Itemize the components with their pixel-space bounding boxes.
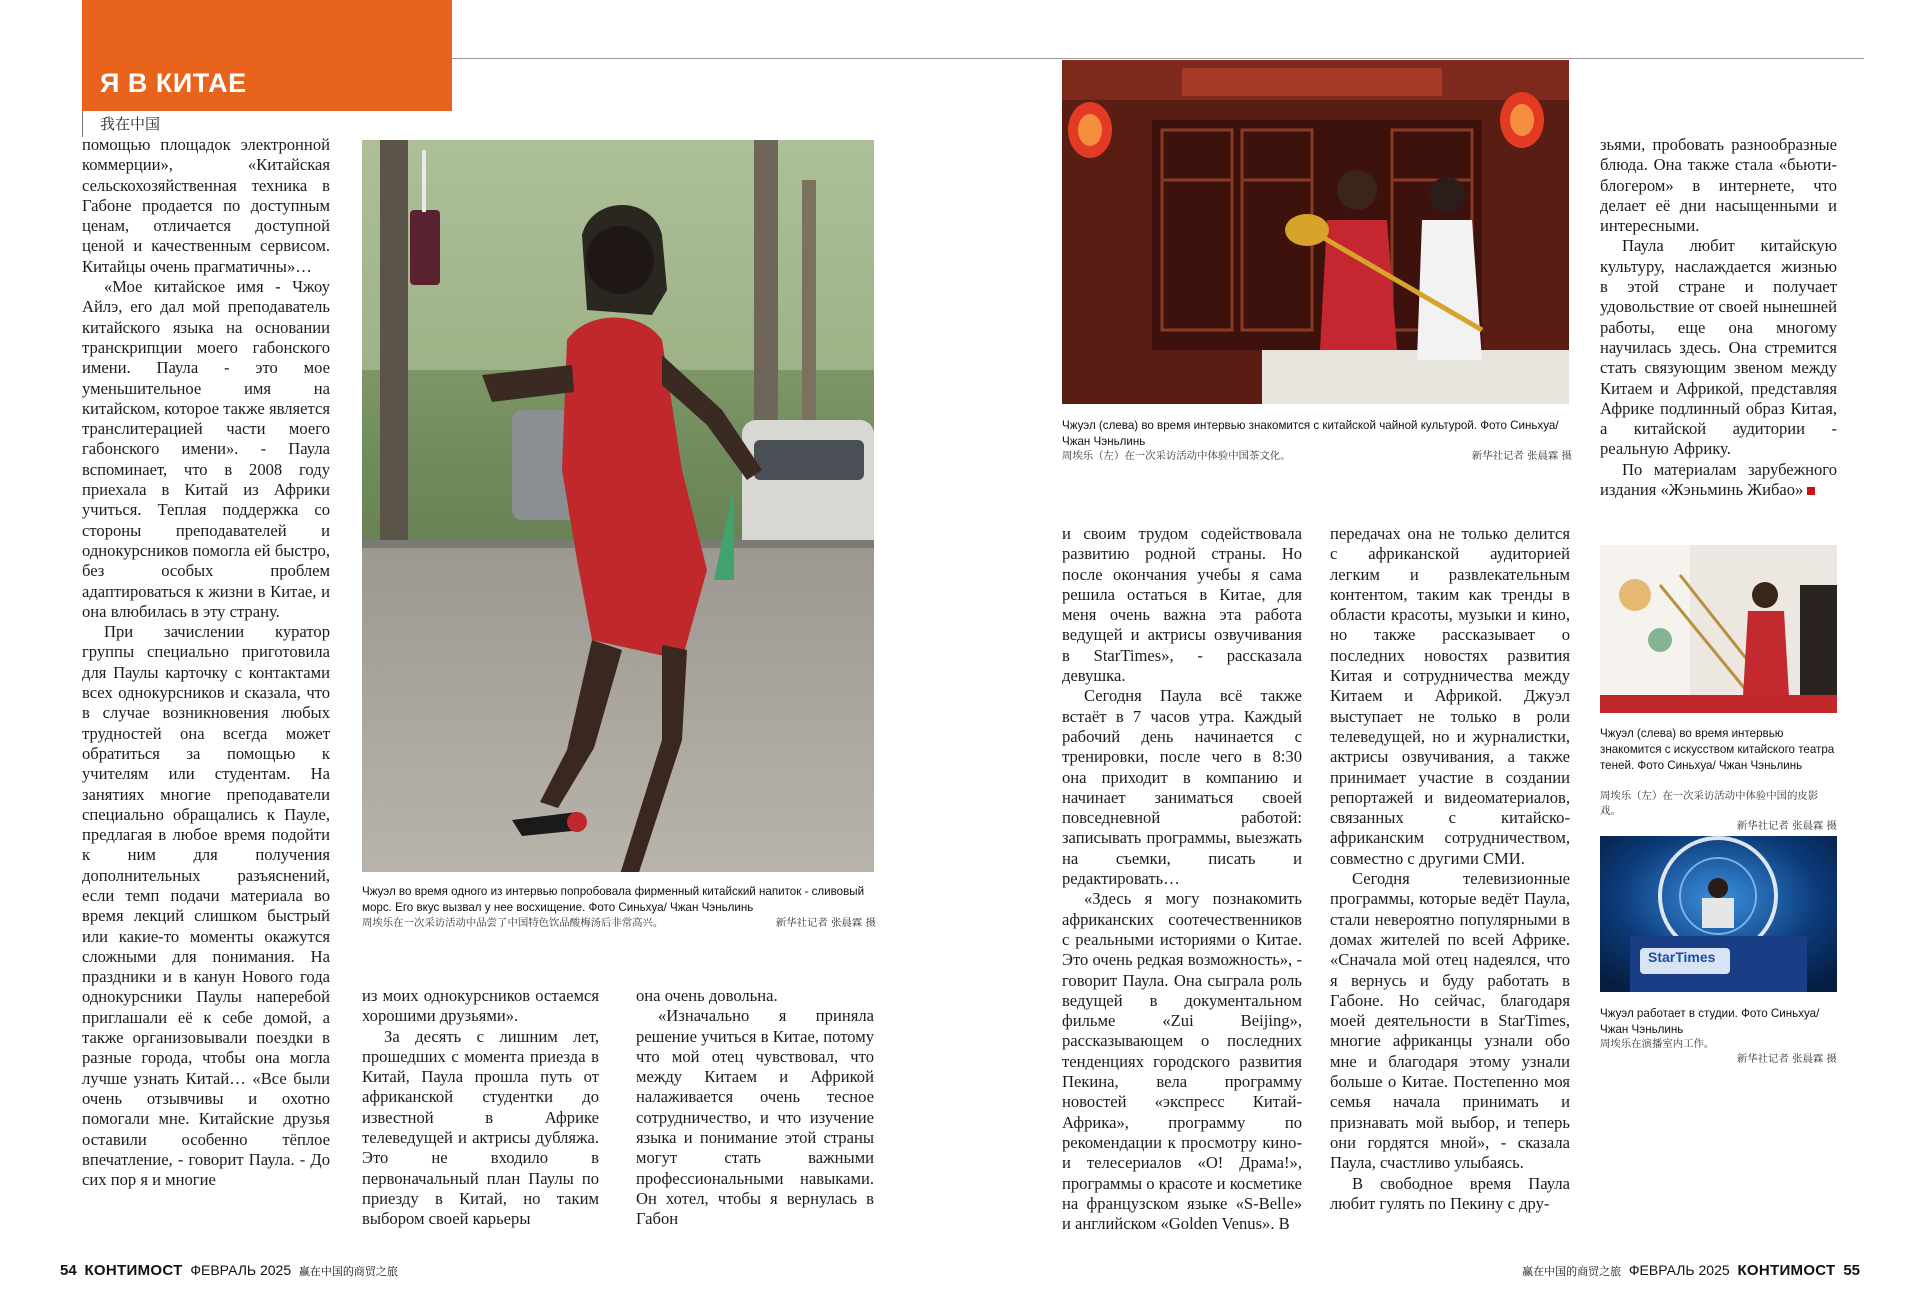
studio-logo: StarTimes (1648, 949, 1716, 965)
caption-cn-text: 周埃乐在一次采访活动中品尝了中国特色饮品酸梅汤后非常高兴。 (362, 917, 664, 929)
paragraph: Паула любит китайскую культуру, наслаждается жизнью в этой стране и получает удовольствие от своей нынешней работы, еще она многому научилась здесь. Она стремится стать связующим звеном между Китаем и Африкой, представляя Африке подлинный образ Китая, а китайской аудитории - реальную Африку. (1600, 236, 1837, 459)
paragraph: помощью площадок электронной коммерции», «Китайская сельскохозяйственная техника в Габоне продается по доступным ценам, отличается доступной ценой и качественным сервисом. Китайцы очень прагматичны»… (82, 135, 330, 276)
caption-cn-text: 周埃乐在演播室内工作。 (1600, 1038, 1715, 1050)
section-title: Я В КИТАЕ (100, 68, 247, 98)
slogan-cn: 赢在中国的商贸之旅 (1522, 1265, 1622, 1278)
studio-photo (1600, 836, 1837, 992)
shadow-theatre-photo (1600, 545, 1837, 713)
main-photo-drink (362, 140, 874, 872)
end-mark-icon (1807, 487, 1815, 495)
header-rule (452, 58, 1864, 59)
tea-photo-caption-cn (1062, 449, 1572, 464)
right-column-3 (1600, 135, 1837, 500)
paragraph: из моих однокурсников остаемся хорошими друзьями». (362, 986, 599, 1026)
paragraph: передачах она не только делится с африканской аудиторией легким и развлекательным контентом, таким как тренды в области красоты, музыки и кино, но также рассказывает о последних новостях развития Китая и сотрудничества между Китаем и Африкой. Джуэл выступает не только в роли телеведущей, но и журналистки, актрисы озвучивания, а также принимает участие в создании репортажей и видеоматериалов, связанных с китайско-африканским сотрудничеством, совместно с другими СМИ. (1330, 524, 1570, 868)
right-column-1 (1062, 524, 1302, 1234)
photo-credit: 新华社记者 张晨霖 摄 (1471, 450, 1572, 462)
right-footer (1522, 1262, 1860, 1279)
section-header (82, 0, 452, 111)
main-photo-caption-cn (362, 916, 876, 931)
photo-credit: 新华社记者 张晨霖 摄 (1736, 820, 1837, 832)
source-note-text: По материалам зарубежного издания «Жэньминь Жибао» (1600, 459, 1837, 500)
paragraph: «Изначально я приняла решение учиться в Китае, потому что мой отец чувствовал, что между Китаем и Африкой налаживается очень тесное сотрудничество, и что изучение языка и понимание этой страны могут стать важными профессиональными навыками. Он хотел, чтобы я вернулась в Габон (636, 1006, 874, 1229)
page-number: 55 (1843, 1262, 1860, 1279)
tea-photo-caption: Чжуэл (слева) во время интервью знакомится с китайской чайной культурой. Фото Синьхуа/ Чжан Чэньлинь (1062, 419, 1559, 448)
magazine-name: КОНТИМОСТ (1737, 1262, 1836, 1279)
section-subtitle: 我在中国 (100, 115, 161, 133)
shadow-photo-caption-cn (1600, 789, 1837, 834)
header-sub-divider (82, 111, 83, 137)
shadow-photo-caption: Чжуэл (слева) во время интервью знакомится с искусством китайского театра теней. Фото Синьхуа/ Чжан Чэньлинь (1600, 727, 1835, 772)
slogan-cn: 赢在中国的商贸之旅 (298, 1265, 398, 1278)
photo-credit: 新华社记者 张晨霖 摄 (1736, 1053, 1837, 1065)
left-column-2 (362, 986, 599, 1230)
studio-photo-caption-cn (1600, 1037, 1837, 1067)
left-footer (60, 1262, 398, 1279)
issue-date: ФЕВРАЛЬ 2025 (190, 1262, 292, 1278)
paragraph: «Здесь я могу познакомить африканских соотечественников с реальными историями о Китае. Это очень редкая возможность», - говорит Паула. Она сыграла роль ведущей в документальном фильме «Zui Beijing», рассказывающем о последних тенденциях городского развития Пекина, вела программу новостей «экспресс Китай-Африка», программу по рекомендации к просмотру кино- и телесериалов «О! Драма!», программы о красоте и косметике на французском языке «S-Belle» и английском «Golden Venus». В (1062, 889, 1302, 1234)
paragraph: В свободное время Паула любит гулять по Пекину с дру- (1330, 1173, 1570, 1213)
magazine-name: КОНТИМОСТ (84, 1262, 183, 1279)
studio-photo-caption: Чжуэл работает в студии. Фото Синьхуа/ Чжан Чэньлинь (1600, 1007, 1820, 1036)
main-photo-caption: Чжуэл во время одного из интервью попробовала фирменный китайский напиток - сливовый морс. Его вкус вызвал у нее восхищение. Фото Синьхуа/ Чжан Чэньлинь (362, 885, 865, 914)
paragraph: она очень довольна. (636, 986, 778, 1005)
left-column-3 (636, 986, 874, 1230)
paragraph: При зачислении куратор группы специально приготовила для Паулы карточку с контактами всех однокурсников и сказала, что в случае возникновения любых трудностей она всегда может обратиться за помощью к учителям или студентам. На занятиях многие преподаватели специально обращались к Пауле, предлагая в любое время подойти к ним для получения дополнительных разъяснений, если темп подачи материала во время лекций слишком быстрый или какие-то моменты окажутся сложными для понимания. На праздники и в канун Нового года однокурсники Паулы наперебой приглашали её к себе домой, а также организовывали поездки в разные города, чтобы она могла лучше узнать Китай… «Все были очень отзывчивы и охотно помогали мне. Китайские друзья оставили особенно тёплое впечатление, - говорит Паула. - До сих пор я и многие (82, 622, 330, 1190)
right-column-2 (1330, 524, 1570, 1214)
tea-ceremony-photo (1062, 60, 1569, 404)
paragraph: «Мое китайское имя - Чжоу Айлэ, его дал мой преподаватель китайского языка на основании транскрипции моего габонского имени. Паула - это мое уменьшительное имя на китайском, которое также является транслитерацией части моего габонского имени». - Паула вспоминает, что в 2008 году приехала в Китай из Африки учиться. Теплая поддержка со стороны преподавателей и однокурсников помогла ей быстро, без особых проблем адаптироваться к жизни в Китае, и она влюбилась в эту страну. (82, 277, 330, 621)
paragraph: За десять с лишним лет, прошедших с момента приезда в Китай, Паула прошла путь от африканской студентки до известной в Африке телеведущей и актрисы дубляжа. Это не входило в первоначальный план Паулы по приезду в Китай, но таким выбором своей карьеры (362, 1026, 599, 1229)
source-note (1600, 460, 1837, 501)
left-column-1 (82, 135, 330, 1190)
page-number: 54 (60, 1262, 77, 1279)
caption-cn-text: 周埃乐（左）在一次采访活动中体验中国茶文化。 (1062, 450, 1291, 462)
paragraph: Сегодня Паула всё также встаёт в 7 часов утра. Каждый рабочий день начинается с тренировки, после чего в 8:30 она приходит в компанию и начинает заниматься своей повседневной работой: записывать программы, выезжать на съемки, писать и редактировать… (1062, 686, 1302, 889)
caption-cn-text: 周埃乐（左）在一次采访活动中体验中国的皮影戏。 (1600, 790, 1819, 817)
paragraph: Сегодня телевизионные программы, которые ведёт Паула, стали невероятно популярными в домах жителей по всей Африке. «Сначала мой отец надеялся, что я вернусь и буду работать в Габоне. Но сейчас, благодаря моей деятельности в StarTimes, многие африканцы узнали обо мне и благодаря этому узнали больше о Китае. Постепенно моя семья начала принимать и признавать мой выбор, и теперь они гордятся мной», - сказала Паула, счастливо улыбаясь. (1330, 869, 1570, 1173)
issue-date: ФЕВРАЛЬ 2025 (1628, 1262, 1730, 1278)
paragraph: и своим трудом содействовала развитию родной страны. Но после окончания учебы я сама решила остаться в Китае, для меня очень важна эта работа ведущей и актрисы озвучивания в StarTimes», - рассказала девушка. (1062, 524, 1302, 686)
photo-credit: 新华社记者 张晨霖 摄 (775, 917, 876, 929)
paragraph: зьями, пробовать разнообразные блюда. Она также стала «бьюти-блогером» в интернете, что делает её дни насыщенными и интересными. (1600, 135, 1837, 236)
